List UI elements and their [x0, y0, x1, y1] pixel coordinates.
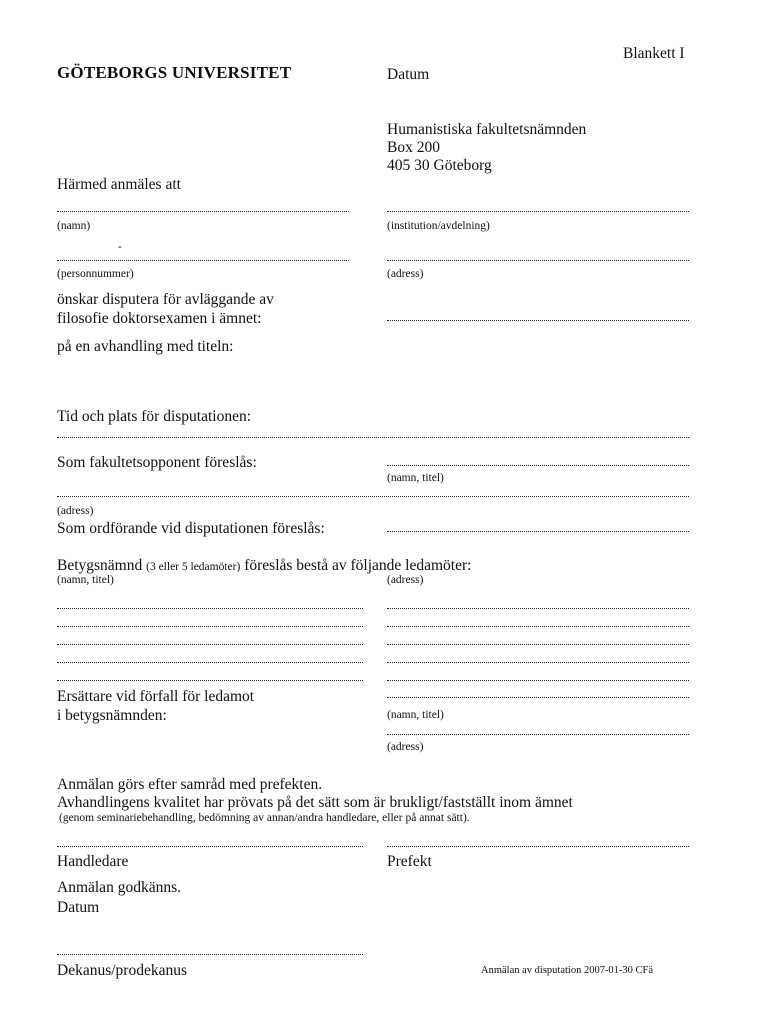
- statement-1: Anmälan görs efter samråd med prefekten.: [57, 776, 323, 793]
- opponent-address-field[interactable]: [57, 496, 689, 497]
- name-caption: (namn): [57, 220, 91, 232]
- wish-line2: filosofie doktorsexamen i ämnet:: [57, 310, 262, 327]
- address-caption: (adress): [387, 268, 424, 280]
- prefect-label: Prefekt: [387, 853, 432, 870]
- prefect-signature-field[interactable]: [387, 846, 689, 847]
- member-4-name-field[interactable]: [57, 662, 363, 663]
- dean-signature-field[interactable]: [57, 954, 363, 955]
- committee-address-caption: (adress): [387, 574, 424, 586]
- recipient-line3: 405 30 Göteborg: [387, 157, 492, 174]
- time-place-label: Tid och plats för disputationen:: [57, 408, 252, 425]
- supervisor-label: Handledare: [57, 853, 129, 870]
- recipient-line2: Box 200: [387, 139, 440, 156]
- member-4-address-field[interactable]: [387, 662, 689, 663]
- substitute-address-caption: (adress): [387, 741, 424, 753]
- committee-label-b: föreslås bestå av följande ledamöter:: [244, 557, 472, 574]
- member-1-name-field[interactable]: [57, 608, 363, 609]
- personnummer-caption: (personnummer): [57, 268, 134, 280]
- member-1-address-field[interactable]: [387, 608, 689, 609]
- member-2-address-field[interactable]: [387, 626, 689, 627]
- wish-line1: önskar disputera för avläggande av: [57, 291, 274, 308]
- footer-note: Anmälan av disputation 2007-01-30 CFä: [481, 965, 654, 976]
- committee-name-caption: (namn, titel): [57, 574, 114, 586]
- member-5-address-field[interactable]: [387, 680, 689, 681]
- substitute-name-caption: (namn, titel): [387, 709, 444, 721]
- opponent-name-field[interactable]: [387, 465, 689, 466]
- approval-date-label: Datum: [57, 899, 100, 916]
- subject-field[interactable]: [387, 320, 689, 321]
- form-id: Blankett I: [623, 45, 685, 62]
- chair-label: Som ordförande vid disputationen föreslås:: [57, 520, 325, 537]
- statement-3: (genom seminariebehandling, bedömning av annan/andra handledare, eller på annat sätt).: [59, 812, 470, 824]
- substitute-name-field[interactable]: [387, 697, 689, 698]
- date-label: Datum: [387, 66, 430, 83]
- substitute-address-field[interactable]: [387, 734, 689, 735]
- pnr-dash: -: [118, 241, 122, 253]
- university-name: GÖTEBORGS UNIVERSITET: [57, 63, 292, 82]
- member-2-name-field[interactable]: [57, 626, 363, 627]
- committee-label: [57, 558, 471, 574]
- dean-label: Dekanus/prodekanus: [57, 962, 187, 979]
- committee-label-note: (3 eller 5 ledamöter): [146, 561, 241, 573]
- member-5-name-field[interactable]: [57, 680, 363, 681]
- member-3-address-field[interactable]: [387, 644, 689, 645]
- thesis-label: på en avhandling med titeln:: [57, 338, 234, 355]
- member-3-name-field[interactable]: [57, 644, 363, 645]
- address-field[interactable]: [387, 260, 689, 261]
- institution-field[interactable]: [387, 211, 689, 212]
- chair-field[interactable]: [387, 531, 689, 532]
- supervisor-signature-field[interactable]: [57, 846, 363, 847]
- institution-caption: (institution/avdelning): [387, 220, 490, 232]
- substitute-line1: Ersättare vid förfall för ledamot: [57, 688, 255, 705]
- opponent-label: Som fakultetsopponent föreslås:: [57, 454, 257, 471]
- statement-2: Avhandlingens kvalitet har prövats på det sätt som är brukligt/fastställt inom ämnet: [57, 794, 573, 811]
- name-field[interactable]: [57, 211, 349, 212]
- substitute-line2: i betygsnämnden:: [57, 707, 167, 724]
- time-place-field[interactable]: [57, 437, 689, 438]
- recipient-line1: Humanistiska fakultetsnämnden: [387, 121, 587, 138]
- opponent-address-caption: (adress): [57, 505, 94, 517]
- intro-text: Härmed anmäles att: [57, 176, 181, 193]
- opponent-caption: (namn, titel): [387, 472, 444, 484]
- approved-label: Anmälan godkänns.: [57, 879, 181, 896]
- personnummer-field[interactable]: [57, 260, 349, 261]
- committee-label-a: Betygsnämnd: [57, 557, 143, 574]
